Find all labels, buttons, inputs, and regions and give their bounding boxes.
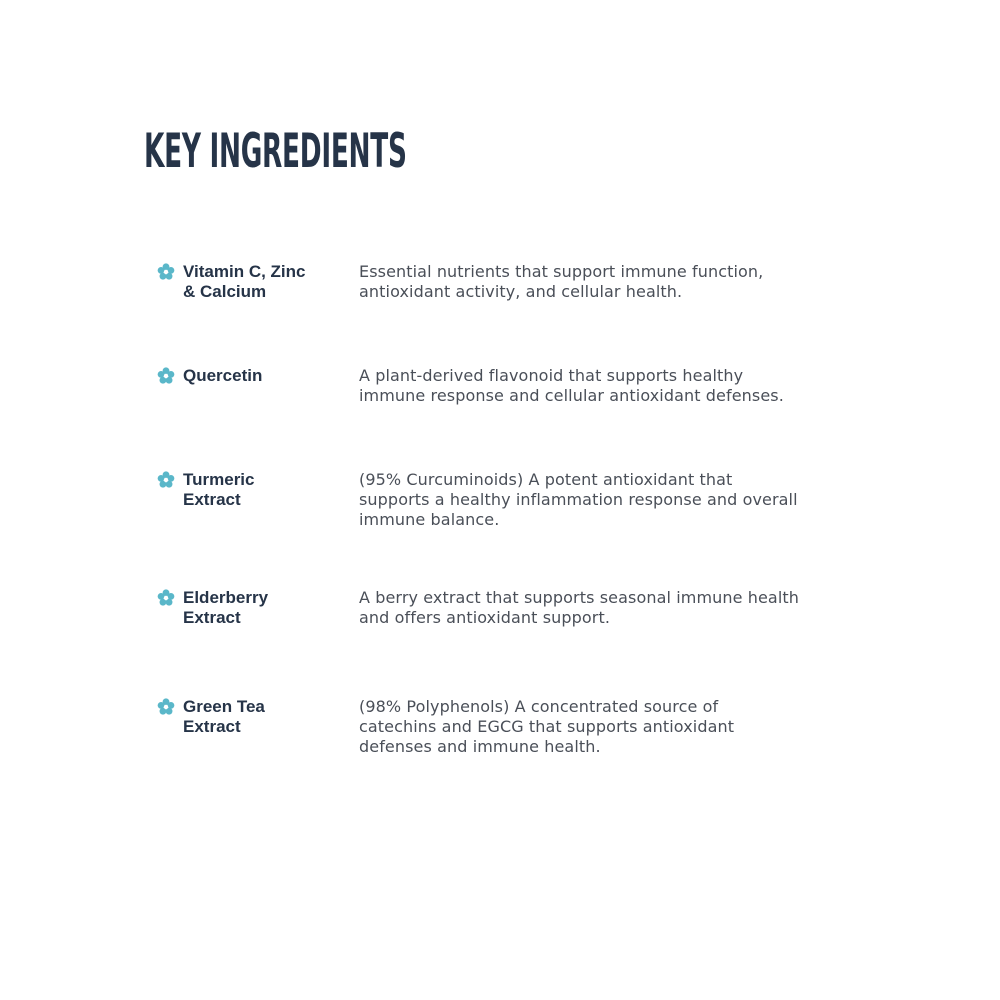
flower-center — [164, 596, 168, 600]
ingredient-item — [156, 470, 856, 550]
flower-petal — [168, 702, 175, 709]
ingredient-name: Vitamin C, Zinc & Calcium — [183, 262, 306, 301]
flower-icon-graphic — [156, 470, 176, 490]
flower-icon-graphic — [156, 366, 176, 386]
flower-icon-graphic — [156, 588, 176, 608]
flower-petal — [158, 593, 165, 600]
flower-petal — [168, 371, 175, 378]
flower-petal — [168, 267, 175, 274]
ingredient-item — [156, 697, 856, 777]
ingredient-name: Elderberry Extract — [183, 588, 269, 627]
flower-icon — [156, 262, 176, 282]
ingredient-description: Essential nutrients that support immune function, antioxidant activity, and cellular health. — [359, 262, 764, 301]
flower-center — [164, 705, 168, 709]
flower-icon — [156, 366, 176, 386]
flower-icon — [156, 697, 176, 717]
ingredient-name: Green Tea Extract — [183, 697, 265, 736]
ingredient-description: (95% Curcuminoids) A potent antioxidant that supports a healthy inflammation response and overall immune balance. — [359, 470, 798, 529]
flower-center — [164, 270, 168, 274]
ingredient-item — [156, 262, 856, 342]
flower-petal — [158, 267, 165, 274]
flower-petal — [168, 475, 175, 482]
flower-petal — [168, 593, 175, 600]
flower-petal — [158, 371, 165, 378]
flower-petal — [158, 702, 165, 709]
ingredient-item — [156, 588, 856, 668]
flower-center — [164, 374, 168, 378]
ingredient-name: Turmeric Extract — [183, 470, 255, 509]
flower-icon — [156, 470, 176, 490]
flower-icon-graphic — [156, 262, 176, 282]
flower-center — [164, 478, 168, 482]
ingredient-name: Quercetin — [183, 366, 263, 385]
flower-icon — [156, 588, 176, 608]
ingredient-description: A berry extract that supports seasonal immune health and offers antioxidant support. — [359, 588, 799, 627]
page-title: KEY INGREDIENTS — [144, 124, 407, 179]
ingredient-description: A plant-derived flavonoid that supports healthy immune response and cellular antioxidant defenses. — [359, 366, 784, 405]
ingredient-description: (98% Polyphenols) A concentrated source of catechins and EGCG that supports antioxidant defenses and immune health. — [359, 697, 735, 756]
ingredient-item — [156, 366, 856, 446]
flower-icon-graphic — [156, 697, 176, 717]
flower-petal — [158, 475, 165, 482]
